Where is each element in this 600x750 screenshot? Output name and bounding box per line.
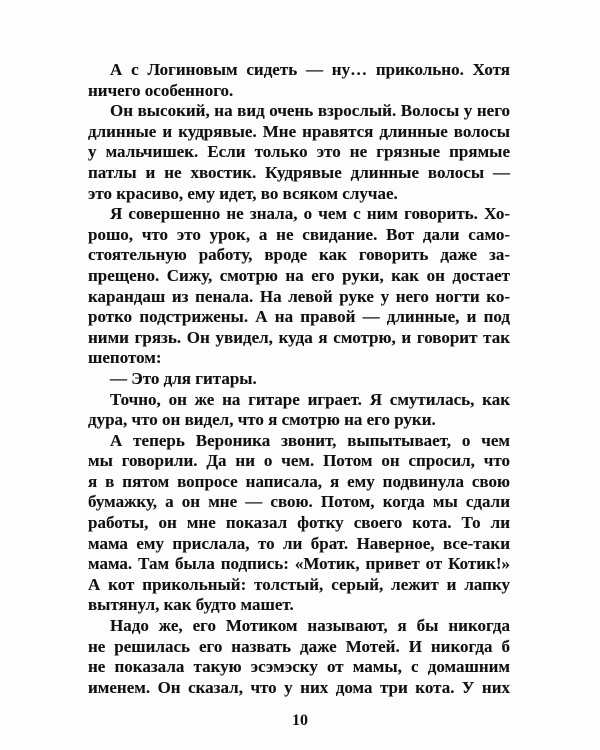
- paragraph: [88, 369, 510, 390]
- text-line: карандаш из пенала. На левой руке у него ногти ко-: [88, 286, 510, 306]
- body-text: [88, 60, 510, 698]
- text-line: А теперь Вероника звонит, выпытывает, о чем: [110, 430, 510, 450]
- text-line: стоятельную работу, вроде как говорить даже за-: [88, 245, 510, 265]
- text-line: длинные и кудрявые. Мне нравятся длинные волосы: [88, 121, 510, 141]
- page-number: 10: [292, 712, 308, 729]
- text-line: не решилась его назвать даже Мотей. И никогда б: [88, 636, 510, 656]
- paragraph: [88, 616, 510, 698]
- text-line: именем. Он сказал, что у них дома три кота. У них: [88, 677, 510, 697]
- text-line: я в пятом вопросе написала, я ему подвинула свою: [88, 471, 510, 491]
- paragraph: [88, 204, 510, 369]
- text-line: Надо же, его Мотиком называют, я бы никогда: [110, 616, 510, 636]
- text-line: ничего особенного.: [88, 80, 234, 100]
- text-line: Я совершенно не знала, о чем с ним говорить. Хо-: [110, 204, 510, 224]
- text-line: мама ему прислала, то ли брат. Наверное, все-таки: [88, 533, 510, 553]
- text-line: прещено. Сижу, смотрю на его руки, как он достает: [88, 265, 510, 285]
- text-line: патлы и не хвостик. Кудрявые длинные волосы —: [88, 162, 510, 182]
- text-line: дура, что он видел, что я смотрю на его руки.: [88, 410, 436, 430]
- text-line: работы, он мне показал фотку своего кота. То ли: [88, 513, 510, 533]
- text-line: не показала такую эсэмэску от мамы, с домашним: [88, 657, 510, 677]
- text-line: бумажку, а он мне — свою. Потом, когда мы сдали: [88, 492, 510, 512]
- text-line: шепотом:: [88, 348, 162, 368]
- text-line: вытянул, как будто машет.: [88, 595, 294, 615]
- text-line: Точно, он же на гитаре играет. Я смутилась, как: [110, 389, 510, 409]
- text-line: ними грязь. Он увидел, куда я смотрю, и говорит так: [88, 327, 510, 347]
- text-line: ротко подстрижены. А на правой — длинные, и под: [88, 307, 510, 327]
- paragraph: [88, 431, 510, 616]
- text-line: А с Логиновым сидеть — ну… прикольно. Хотя: [110, 60, 510, 79]
- text-line: это красиво, ему идет, во всяком случае.: [88, 183, 398, 203]
- text-line: Он высокий, на вид очень взрослый. Волосы у него: [110, 101, 510, 121]
- paragraph: [88, 390, 510, 431]
- text-line: мы говорили. Да ни о чем. Потом он спросил, что: [88, 451, 510, 471]
- text-line: мама. Там была подпись: «Мотик, привет от Котик!»: [88, 554, 510, 574]
- paragraph: [88, 60, 510, 101]
- text-line: рошо, что это урок, а не свидание. Вот дали само-: [88, 224, 510, 244]
- text-line: — Это для гитары.: [110, 368, 257, 388]
- text-line: у мальчишек. Если только это не грязные прямые: [88, 142, 510, 162]
- paragraph: [88, 101, 510, 204]
- text-line: А кот прикольный: толстый, серый, лежит и лапку: [88, 574, 510, 594]
